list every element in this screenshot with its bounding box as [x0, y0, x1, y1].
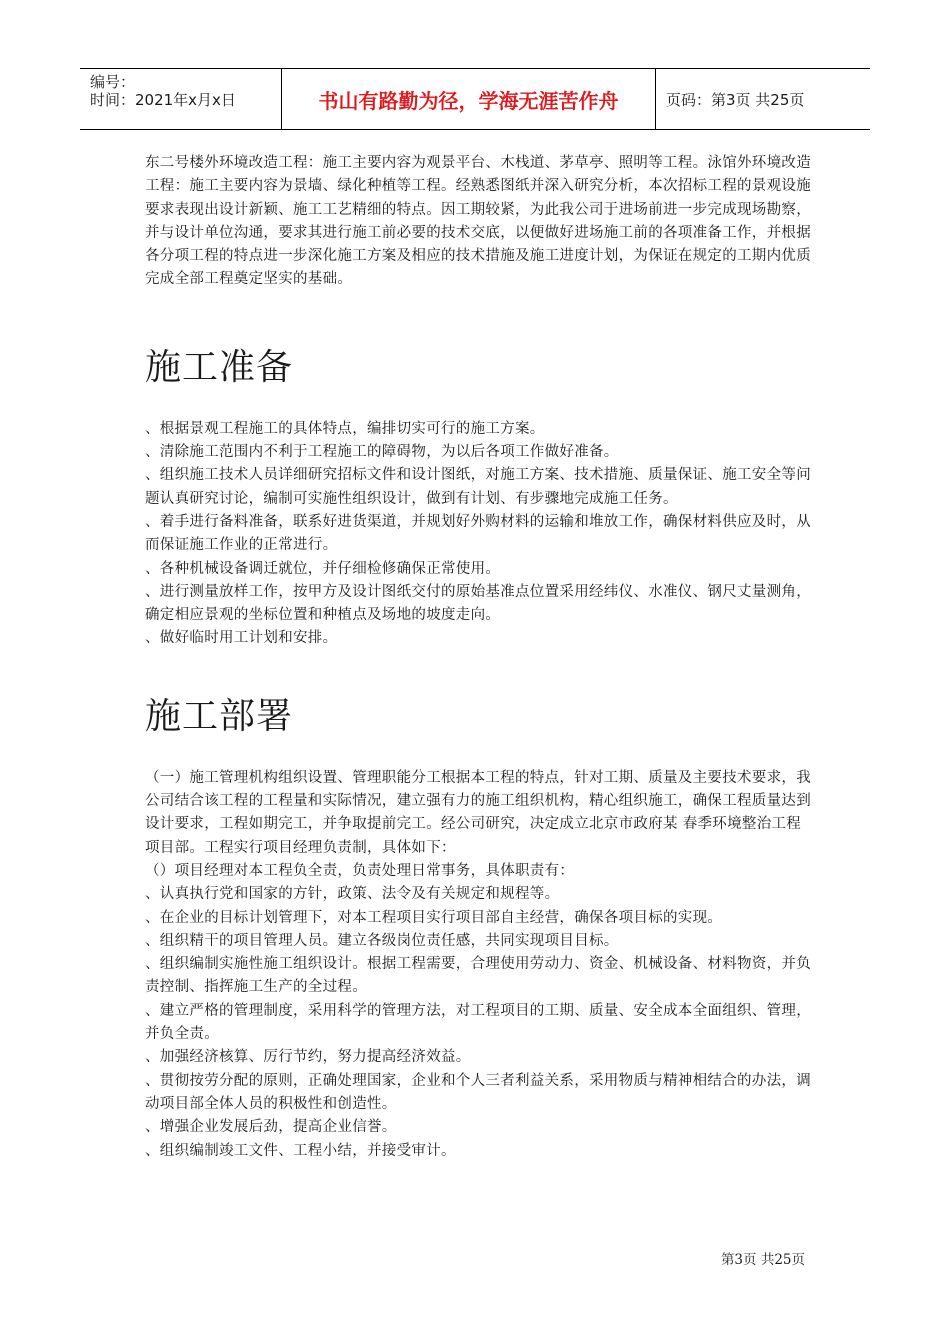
list-item: 、加强经济核算、厉行节约，努力提高经济效益。	[145, 1049, 471, 1066]
page-footer: 第3页 共25页	[720, 1252, 805, 1268]
intro-paragraph: 东二号楼外环境改造工程：施工主要内容为观景平台、木栈道、茅草亭、照明等工程。泳馆外环境改造工程：施工主要内容为景墙、绿化种植等工程。经熟悉图纸并深入研究分析，本次招标工程的景观设施要求表现出设计新颖、施工工艺精细的特点。因工期较紧，为此我公司于进场前进一步完成现场勘察，并与设计单位沟通，要求其进行施工前必要的技术交底，以便做好进场施工前的各项准备工作，并根据各分项工程的特点进一步深化施工方案及相应的技术措施及施工进度计划，为保证在规定的工期内优质完成全部工程奠定坚实的基础。	[145, 155, 811, 288]
document-date: 时间：2021年x月x日	[90, 91, 236, 109]
deployment-list	[145, 767, 813, 1163]
list-item: 、建立严格的管理制度，采用科学的管理方法，对工程项目的工期、质量、安全成本全面组织、管理，并负全责。	[145, 1002, 811, 1043]
section-heading-deployment: 施工部署	[145, 695, 294, 737]
preparation-list	[145, 418, 813, 651]
list-item: 、着手进行备料准备，联系好进货渠道，并规划好外购材料的运输和堆放工作，确保材料供应及时，从而保证施工作业的正常进行。	[145, 513, 811, 554]
page-header	[80, 68, 870, 130]
list-item: 、组织精干的项目管理人员。建立各级岗位责任感，共同实现项目目标。	[145, 932, 619, 949]
document-body	[145, 152, 813, 1163]
list-item: （）项目经理对本工程负全责，负责处理日常事务，具体职责有：	[145, 862, 575, 879]
list-item: 、各种机械设备调迁就位，并仔细检修确保正常使用。	[145, 560, 501, 577]
list-item: 、增强企业发展后劲，提高企业信誉。	[145, 1119, 397, 1136]
header-page-number: 页码：第3页 共25页	[666, 90, 805, 109]
list-item: 、组织编制实施性施工组织设计。根据工程需要，合理使用劳动力、资金、机械设备、材料物资，并负责控制、指挥施工生产的全过程。	[145, 956, 811, 996]
list-item: 、根据景观工程施工的具体特点，编排切实可行的施工方案。	[145, 420, 545, 437]
header-meta	[80, 69, 282, 129]
header-motto: 书山有路勤为径，学海无涯苦作舟	[282, 69, 656, 129]
list-item: 、认真执行党和国家的方针，政策、法令及有关规定和规程等。	[145, 886, 560, 903]
list-item: 、组织编制竣工文件、工程小结，并接受审计。	[145, 1142, 456, 1159]
section-heading-preparation: 施工准备	[145, 346, 294, 388]
list-item: 、进行测量放样工作，按甲方及设计图纸交付的原始基准点位置采用经纬仪、水准仪、钢尺丈量测角，确定相应景观的坐标位置和种植点及场地的坡度走向。	[145, 583, 811, 624]
list-item: 、贯彻按劳分配的原则，正确处理国家，企业和个人三者利益关系，采用物质与精神相结合的办法，调动项目部全体人员的积极性和创造性。	[145, 1072, 811, 1112]
list-item: （一）施工管理机构组织设置、管理职能分工根据本工程的特点，针对工期、质量及主要技术要求，我公司结合该工程的工程量和实际情况，建立强有力的施工组织机构，精心组织施工，确保工程质量达到设计要求，工程如期完工，并争取提前完工。经公司研究，决定成立北京市政府某 春季环境整治工程项目部。工程实行项目经理负责制，具体如下：	[145, 769, 811, 856]
list-item: 、清除施工范围内不利于工程施工的障碍物，为以后各项工作做好准备。	[145, 444, 619, 461]
list-item: 、在企业的目标计划管理下，对本工程项目实行项目部自主经营，确保各项目标的实现。	[145, 909, 723, 926]
list-item: 、做好临时用工计划和安排。	[145, 630, 338, 647]
list-item: 、组织施工技术人员详细研究招标文件和设计图纸，对施工方案、技术措施、质量保证、施工安全等问题认真研究讨论，编制可实施性组织设计，做到有计划、有步骤地完成施工任务。	[145, 467, 811, 507]
document-number-label: 编号：	[90, 73, 136, 91]
